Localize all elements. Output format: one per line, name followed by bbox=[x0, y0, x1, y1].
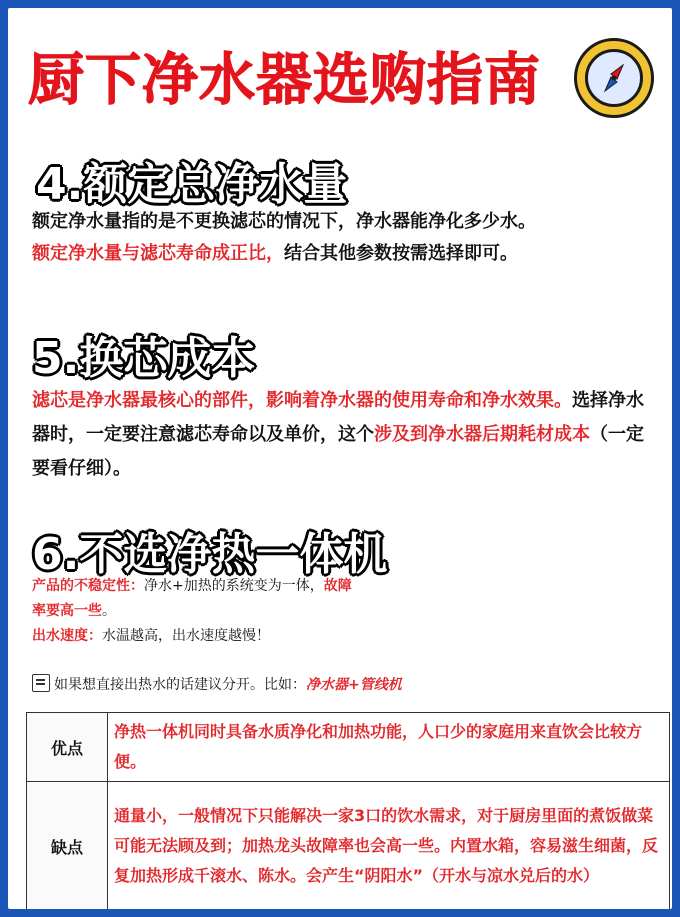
section-4-line-1: 额定净水量指的是不更换滤芯的情况下，净水器能净化多少水。 bbox=[32, 211, 536, 232]
compass-icon bbox=[574, 38, 654, 118]
pros-cons-table bbox=[26, 712, 670, 909]
guide-card bbox=[8, 8, 672, 909]
cons-content: 通量小，一般情况下只能解决一家3口的饮水需求，对于厨房里面的煮饭做菜可能无法顾及到；加热龙头故障率也会高一些。内置水箱，容易滋生细菌，反复加热形成千滚水、陈水。会产生“阴阳水”（开水与凉水兑后的水） bbox=[108, 782, 670, 910]
cons-label: 缺点 bbox=[27, 782, 108, 910]
section-5-text-2: （一定要看仔细）。 bbox=[32, 424, 644, 479]
page-title: 厨下净水器选购指南 bbox=[28, 48, 541, 113]
instability-end: 。 bbox=[102, 603, 116, 619]
memo-icon bbox=[32, 674, 50, 692]
section-heading-4: 4.额定总净水量 bbox=[36, 159, 348, 210]
section-4-highlight: 额定净水量与滤芯寿命成正比， bbox=[32, 243, 284, 264]
instability-label: 产品的不稳定性： bbox=[32, 578, 144, 594]
memo-note bbox=[32, 674, 402, 694]
section-5-text bbox=[32, 384, 652, 486]
section-4-line-2: 结合其他参数按需选择即可。 bbox=[284, 243, 518, 264]
memo-text: 如果想直接出热水的话建议分开。比如： bbox=[54, 677, 306, 693]
section-heading-6: 6.不选净热一体机 bbox=[32, 529, 388, 580]
pros-content: 净热一体机同时具备水质净化和加热功能，人口少的家庭用来直饮会比较方便。 bbox=[108, 713, 670, 782]
pros-label: 优点 bbox=[27, 713, 108, 782]
table-row bbox=[27, 713, 670, 782]
section-5-text-1: 选择净水器时，一定要注意滤芯寿命以及单价，这个 bbox=[32, 390, 644, 445]
section-5-highlight-1: 滤芯是净水器最核心的部件，影响着净水器的使用寿命和净水效果。 bbox=[32, 390, 572, 411]
section-5-highlight-2: 涉及到净水器后期耗材成本 bbox=[374, 424, 590, 445]
table-row bbox=[27, 782, 670, 910]
section-4-text bbox=[32, 206, 652, 270]
section-6-text bbox=[32, 574, 362, 649]
instability-text: 净水+加热的系统变为一体， bbox=[144, 578, 324, 594]
section-heading-5: 5.换芯成本 bbox=[32, 333, 256, 384]
memo-highlight: 净水器+管线机 bbox=[306, 677, 402, 693]
flow-speed-text: 水温越高，出水速度越慢！ bbox=[102, 628, 270, 644]
flow-speed-label: 出水速度： bbox=[32, 628, 102, 644]
failure-rate-text: 故障率要高一些 bbox=[32, 578, 352, 619]
